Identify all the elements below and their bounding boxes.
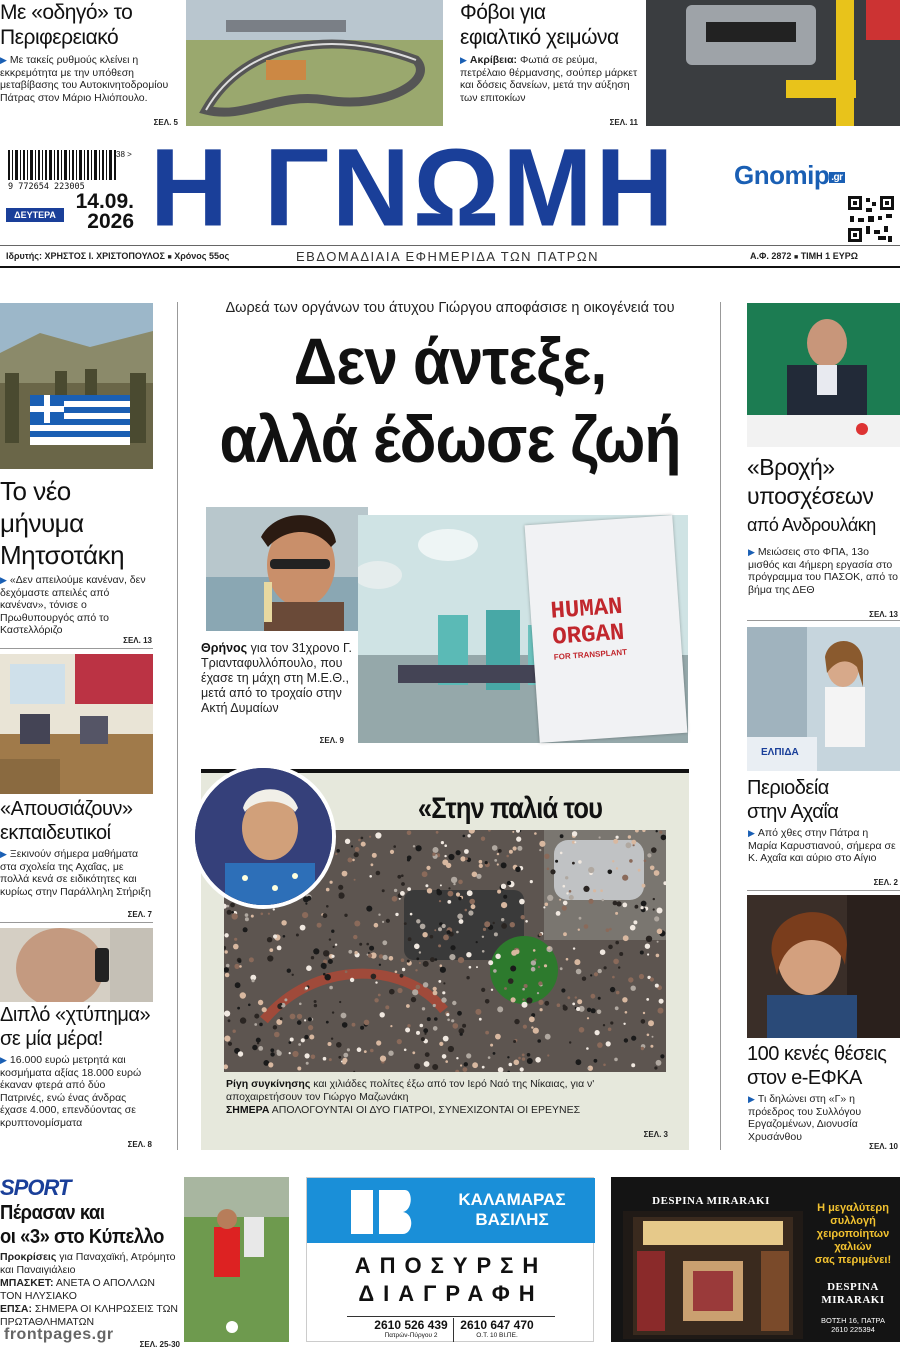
soldiers-flag-photo [0,303,153,469]
right-story-title: «Βροχή» υποσχέσεων από Ανδρουλάκη [747,454,876,535]
singer-portrait [191,764,336,909]
masthead-tagline: ΕΒΔΟΜΑΔΙΑΙΑ ΕΦΗΜΕΡΙΔΑ ΤΩΝ ΠΑΤΡΩΝ [296,249,599,264]
teaser-text: ▶ Ακρίβεια: Φωτιά σε ρεύμα, πετρέλαιο θέρμανσης, σούπερ μάρκετ και δόσεις δανείων, μετά την αύξηση των επιτοκίων [460,54,638,104]
worried-woman-phone-photo [0,928,153,1002]
carpet-store-ad [611,1177,900,1342]
bullet-icon: ▶ [748,547,755,557]
phone-2: 2610 647 470 Ο.Τ. 10 ΒΙ.ΠΕ. [460,1318,534,1339]
watermark: frontpages.gr [4,1326,114,1343]
right-story-title: 100 κενές θέσεις στον e-ΕΦΚΑ [747,1043,887,1089]
bullet-icon: ▶ [0,55,7,65]
page-ref: ΣΕΛ. 13 [869,610,898,619]
dealer-name: ΚΑΛΑΜΑΡΑΣ ΒΑΣΙΛΗΣ [458,1190,566,1229]
teaser-text: ▶ Με τακείς ρυθμούς κλείνει η εκκρεμότητα με την υπόθεση μεταβίβασης του Αυτοκινητοδρομίου Πάτρας στον Μάριο Ηλιόπουλο. [0,54,169,104]
page-ref: ΣΕΛ. 2 [873,878,898,887]
racetrack-photo [186,0,443,126]
teaser-title: Φόβοι για εφιαλτικό χειμώνα [460,1,619,49]
teaser-title: Με «οδηγό» το Περιφερειακό [0,1,133,49]
story2-subline: ΣΗΜΕΡΑ ΑΠΟΛΟΓΟΥΝΤΑΙ ΟΙ ΔΥΟ ΓΙΑΤΡΟΙ, ΣΥΝΕΧΙΖΟΝΤΑΙ ΟΙ ΕΡΕΥΝΕΣ [226,1104,581,1116]
website-logo: Gnomip .gr [734,160,843,190]
ad-service-words: ΑΠΟΣΥΡΣΗ ΔΙΑΓΡΑΦΗ [354,1253,548,1306]
left-story-text: ▶ 16.000 ευρώ μετρητά και κοσμήματα αξίας 18.000 ευρώ έκαναν φτερά από δύο Πατρινές, ενώ ένας άνδρας έχασε 4.000, επενδύοντας σε κρυπτονομίσματα [0,1054,142,1129]
founder-line: Ιδρυτής: ΧΡΗΣΤΟΣ Ι. ΧΡΙΣΤΟΠΟΥΛΟΣ ■ Χρόνος 55ος [6,251,230,261]
day-label: ΔΕΥΤΕΡΑ [6,208,64,222]
bullet-icon: ▶ [0,1055,7,1065]
classroom-photo [0,654,153,794]
left-story-text: ▶ «Δεν απειλούμε κανέναν, δεν δεχόμαστε απειλές από κανέναν», τόνισε ο Πρωθυπουργός από το Καστελλόριζο [0,574,146,636]
page-ref: ΣΕΛ. 9 [319,736,344,745]
store-address: ΒΟΤΣΗ 16, ΠΑΤΡΑ 2610 225394 [821,1316,885,1334]
left-story-title: «Απουσιάζουν» εκπαιδευτικοί [0,798,133,844]
page-ref: ΣΕΛ. 5 [153,118,178,127]
store-front-photo [623,1211,803,1339]
politician-podium-photo [747,303,900,447]
bullet-icon: ▶ [748,1094,755,1104]
page-ref: ΣΕΛ. 11 [609,118,638,127]
woman-thinking-photo [747,895,900,1038]
page-ref: ΣΕΛ. 7 [127,910,152,919]
store-sign: DESPINA MIRARAKI [652,1195,770,1207]
organ-bag-text: HUMAN ORGAN FOR TRANSPLANT [549,593,628,662]
organ-bag [525,515,688,743]
qr-code-icon [848,196,894,242]
dealer-logo-icon [343,1186,413,1238]
page-ref: ΣΕΛ. 13 [123,636,152,645]
page-ref: ΣΕΛ. 25-30 [139,1340,180,1349]
bullet-icon: ▶ [0,849,7,859]
bullet-icon: ▶ [0,575,7,585]
young-man-photo [206,507,368,631]
football-photo [184,1177,289,1342]
masthead-title: Η ΓΝΩΜΗ [150,125,677,250]
barcode-issue: 38 > [116,150,132,159]
main-kicker: Δωρεά των οργάνων του άτυχου Γιώργου αποφάσισε η οικογένειά του [225,300,675,316]
issue-date: 14.09. 2026 [75,190,134,233]
issue-price: Α.Φ. 2872 ■ ΤΙΜΗ 1 ΕΥΡΩ [750,251,858,261]
sport-label: SPORT [0,1175,71,1200]
right-story-text: ▶ Από χθες στην Πάτρα η Μαρία Καρυστιανού, σήμερα σε Κ. Αχαΐα και αύριο στο Αίγιο [748,827,896,864]
page-ref: ΣΕΛ. 3 [643,1130,668,1139]
gas-meter-photo [646,0,900,126]
right-story-text: ▶ Τι δηλώνει στη «Γ» η πρόεδρος του Συλλόγου Εργαζομένων, Διονυσία Χρυσάνθου [748,1093,862,1143]
right-story-title: Περιοδεία στην Αχαΐα [747,777,839,823]
phone-1: 2610 526 439 Πατρών-Πύργου 2 [374,1318,448,1339]
left-story-text: ▶ Ξεκινούν σήμερα μαθήματα στα σχολεία της Αχαΐας, με πολλά κενά σε ειδικότητες και κυρίως στην Παράλληλη Στήριξη [0,848,151,898]
barcode-number: 9 772654 223005 [8,182,85,192]
page-ref: ΣΕΛ. 8 [127,1140,152,1149]
story2-caption: Ρίγη συγκίνησης και χιλιάδες πολίτες έξω από τον Ιερό Ναό της Νίκαιας, για ν' αποχαιρετήσουν τον Γιώργο Μαζωνάκη [226,1078,595,1103]
left-story-title: Το νέο μήνυμα Μητσοτάκη [0,476,125,570]
right-story-text: ▶ Μειώσεις στο ΦΠΑ, 13ο μισθός και 4ήμερη εργασία στο πρόγραμμα του ΠΑΣΟΚ, από το βήμα της ΔΕΘ [748,546,898,596]
store-slogan: Η μεγαλύτερη συλλογή χειροποίητων χαλιών σας περιμένει! [814,1202,892,1266]
podium-logo: ΕΛΠΙΔΑ [761,747,799,758]
page-ref: ΣΕΛ. 10 [869,1142,898,1151]
main-headline: Δεν άντεξε, αλλά έδωσε ζωή [219,324,681,476]
sport-headline: Πέρασαν και οι «3» στο Κύπελλο [0,1202,164,1248]
car-dealer-ad [306,1177,594,1342]
sport-text: Προκρίσεις για Παναχαϊκή, Ατρόμητο και Παναιγιάλειο ΜΠΑΣΚΕΤ: ΑΝΕΤΑ Ο ΑΠΟΛΛΩΝ ΤΟΝ ΗΛΥΣΙΑΚΟ ΕΠΣΑ: ΣΗΜΕΡΑ ΟΙ ΚΛΗΡΩΣΕΙΣ ΤΩΝ ΠΡΩΤΑΘΛΗΜΑΤΩΝ [0,1251,179,1328]
main-photo-caption: Θρήνος για τον 31χρονο Γ. Τριανταφυλλόπουλο, που έχασε τη μάχη στη Μ.Ε.Θ., μετά από το τροχαίο στην Ακτή Δυμαίων [201,641,353,715]
store-brand: DESPINA MIRARAKI [821,1281,885,1306]
barcode [8,150,138,184]
bullet-icon: ▶ [748,828,755,838]
bullet-icon: ▶ [460,55,467,65]
story2-headline: «Στην παλιά του [417,792,603,825]
left-story-title: Διπλό «χτύπημα» σε μία μέρα! [0,1004,151,1050]
woman-speaker-photo [747,627,900,771]
